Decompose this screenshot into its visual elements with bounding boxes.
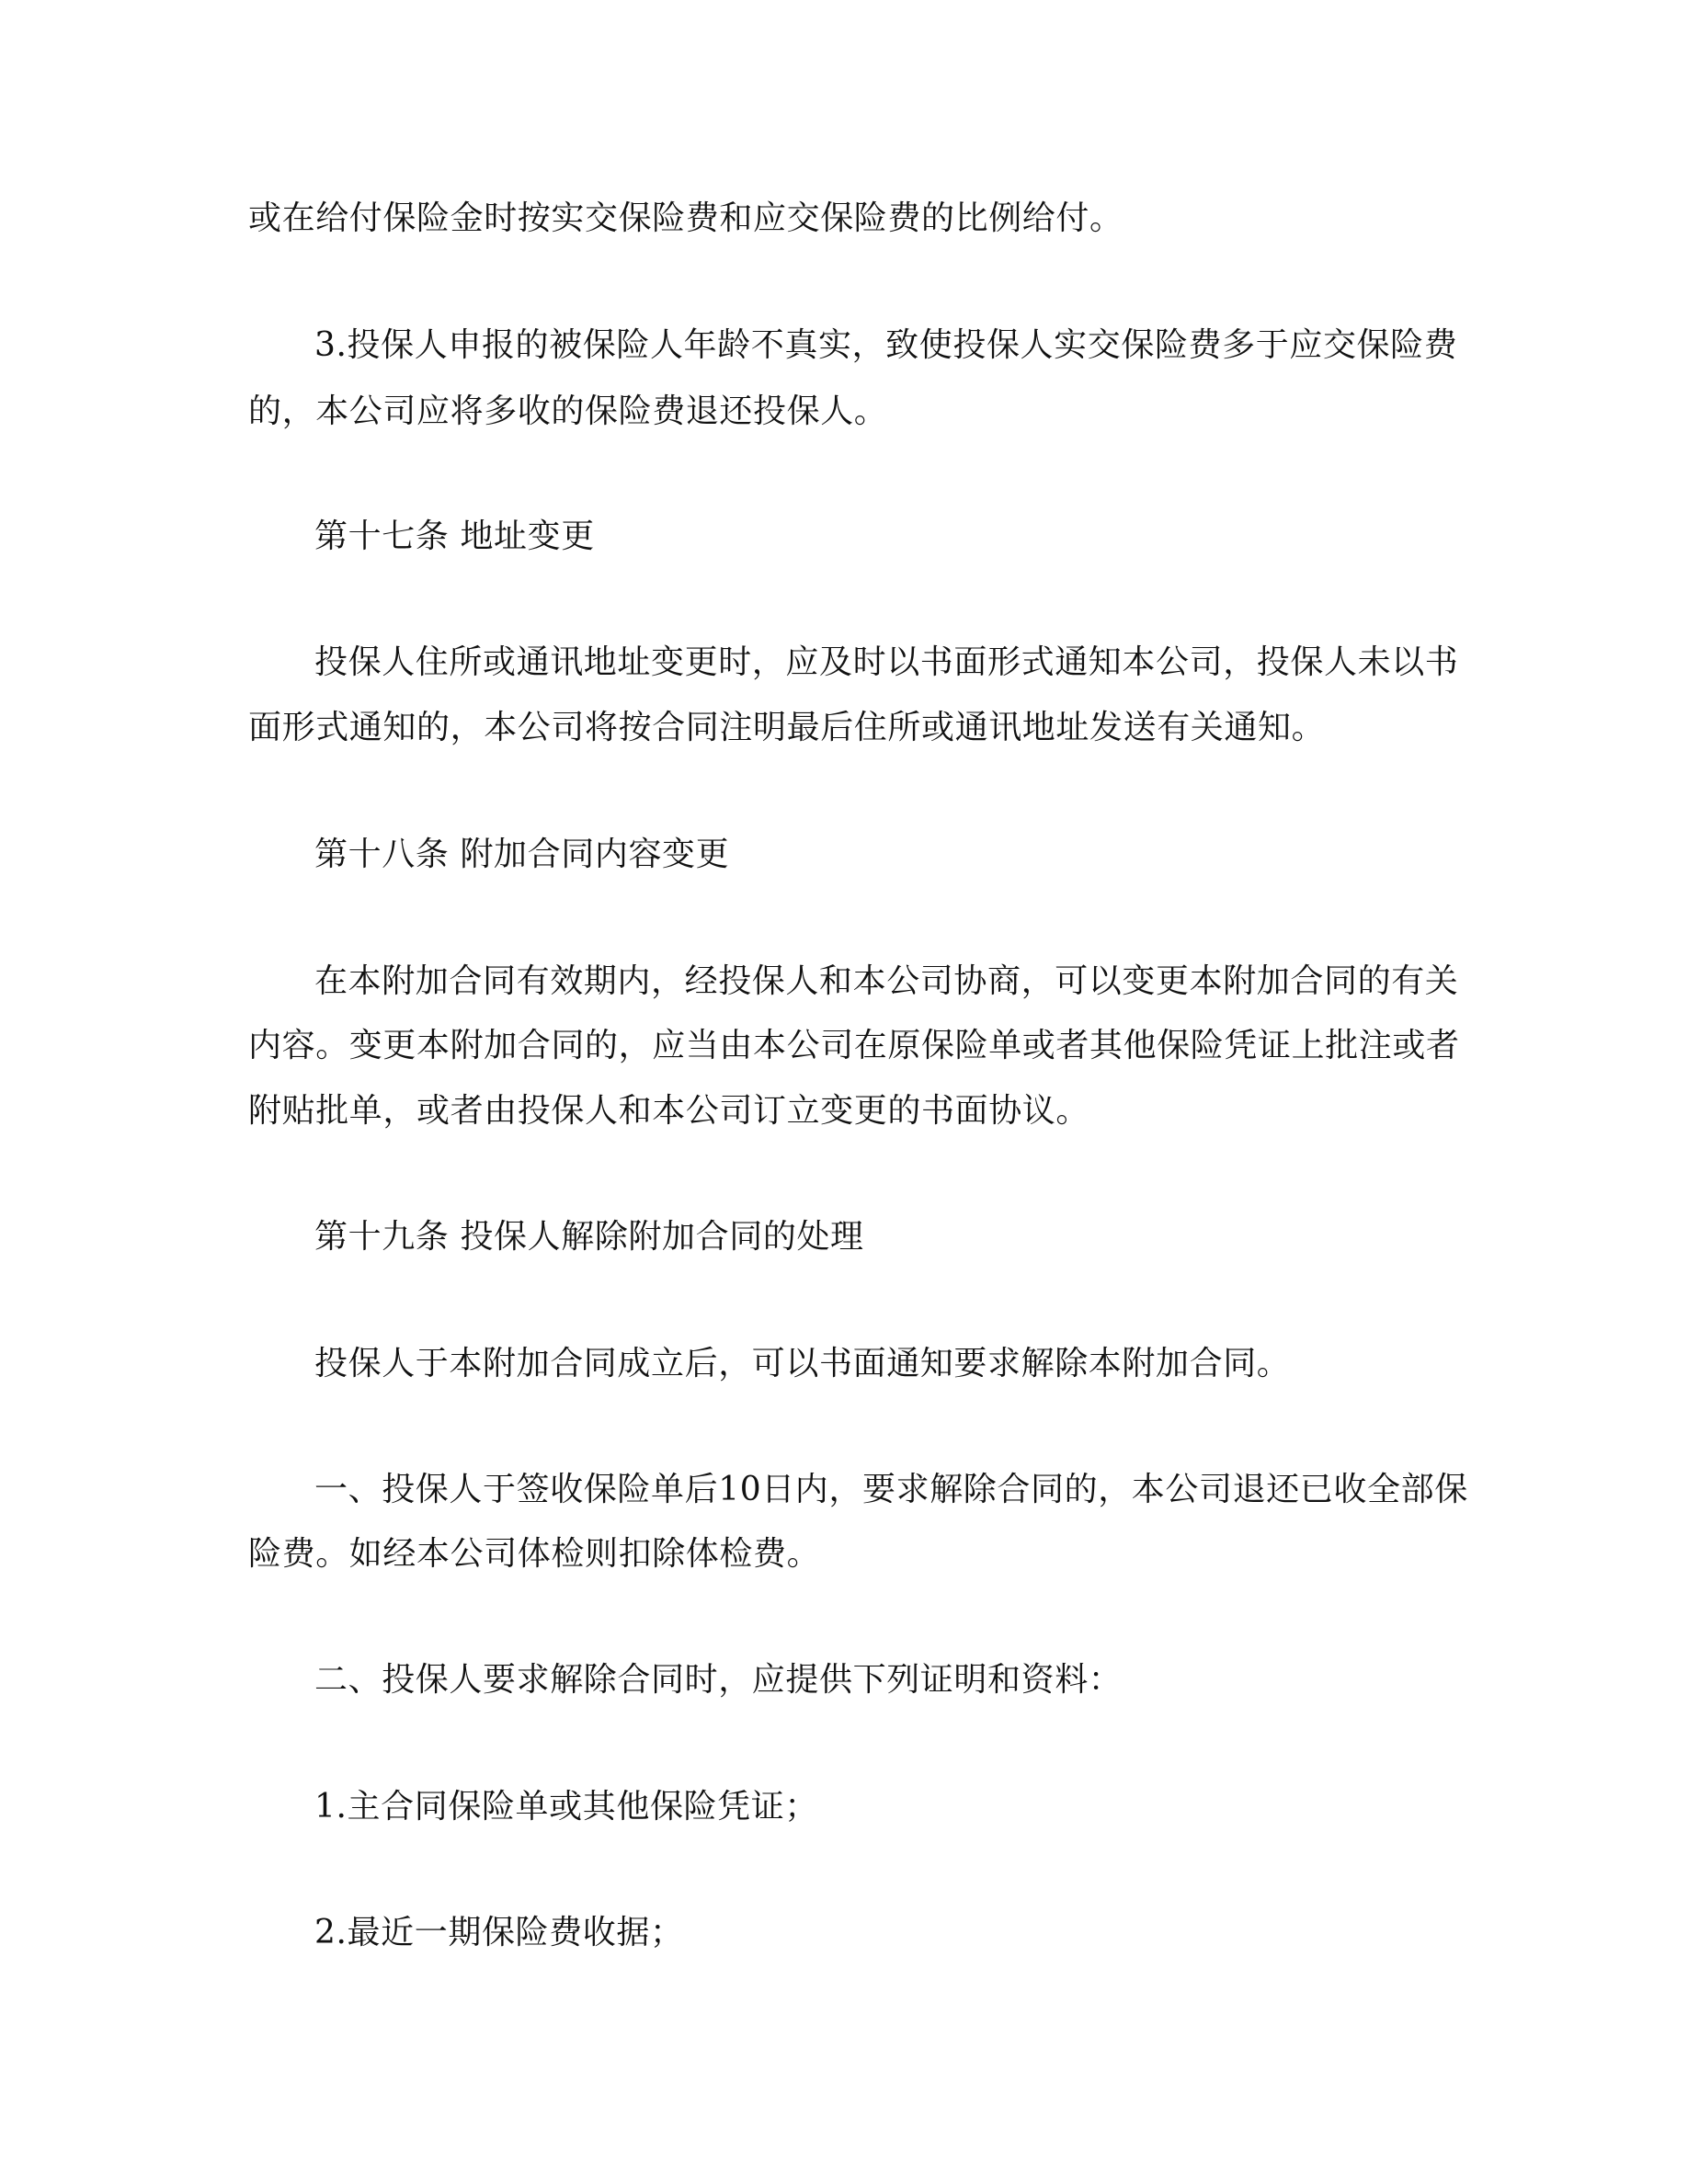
text-line: 面形式通知的，本公司将按合同注明最后住所或通讯地址发送有关通知。 [248,709,1326,746]
text-line: 二、投保人要求解除合同时，应提供下列证明和资料： [314,1661,1123,1699]
text-line: 险费。如经本公司体检则扣除体检费。 [248,1535,821,1573]
section-heading: 第十七条 地址变更 [314,518,595,555]
text-line: 内容。变更本附加合同的，应当由本公司在原保险单或者其他保险凭证上批注或者 [248,1027,1460,1064]
text-line: 投保人于本附加合同成立后，可以书面通知要求解除本附加合同。 [314,1345,1291,1382]
section-heading: 第十九条 投保人解除附加合同的处理 [314,1218,864,1256]
text-line: 的，本公司应将多收的保险费退还投保人。 [248,392,888,430]
text-line: 投保人住所或通讯地址变更时，应及时以书面形式通知本公司，投保人未以书 [314,643,1459,681]
text-line: 或在给付保险金时按实交保险费和应交保险费的比例给付。 [248,199,1123,237]
text-line: 3.投保人申报的被保险人年龄不真实，致使投保人实交保险费多于应交保险费 [314,326,1458,364]
text-line: 一、投保人于签收保险单后10日内，要求解除合同的，本公司退还已收全部保 [314,1471,1468,1508]
list-item: 2.最近一期保险费收据； [314,1914,684,1951]
text-line: 附贴批单，或者由投保人和本公司订立变更的书面协议。 [248,1092,1090,1130]
list-item: 1.主合同保险单或其他保险凭证； [314,1788,818,1826]
section-heading: 第十八条 附加合同内容变更 [314,836,730,873]
text-line: 在本附加合同有效期内，经投保人和本公司协商，可以变更本附加合同的有关 [314,962,1459,1000]
